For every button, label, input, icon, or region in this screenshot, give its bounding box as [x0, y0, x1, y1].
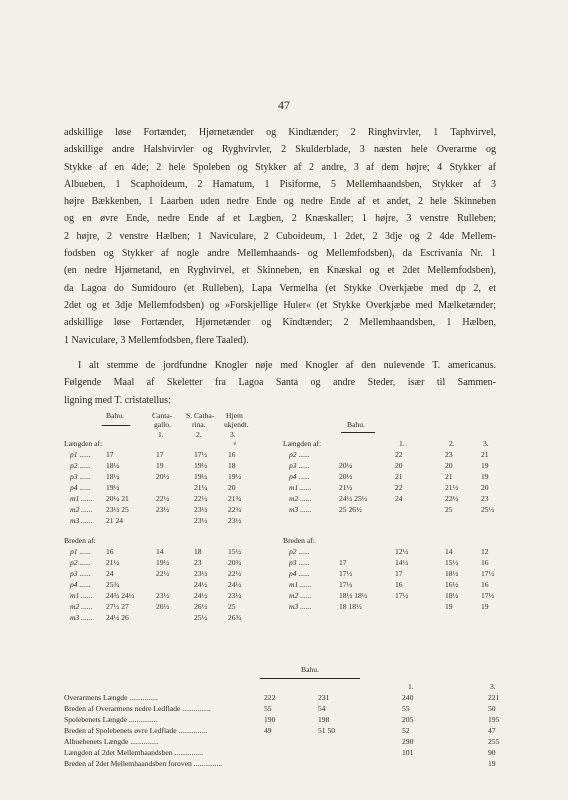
row-label: Breden af Overarmens nedre Ledflade ............... [64, 704, 211, 713]
cantagallo-header: Canta- [152, 411, 173, 420]
value-bahu: 17 [339, 558, 347, 567]
text-line: adskillige andre Halshvirvler og Ryghvirvler, 2 Skulderblade, 3 næsten hele Overarme og [64, 144, 496, 156]
value-catharina: 24½ [194, 591, 208, 600]
row-label: p3 ...... [70, 569, 91, 578]
value-1: 21 [395, 472, 403, 481]
value-1: 49 [264, 726, 272, 735]
text-line: Stykke af en 4de; 2 hele Spoleben og Stykker af 2 andre, 3 af dem højre; 4 Stykker af [64, 161, 496, 173]
row-label: Breden af Spolebenets øvre Ledflade ............... [64, 726, 207, 735]
value-catharina: 23½ [194, 569, 208, 578]
value-1: 222 [264, 693, 276, 702]
left-measurement-table [64, 410, 264, 660]
value-bahu: 21½ [339, 483, 353, 492]
hjem-header-2: ukjendt. [224, 420, 249, 429]
row-label: Albuebenets Længde ............... [64, 737, 159, 746]
value-3: 19 [481, 461, 489, 470]
value-bahu: 19½ [106, 483, 120, 492]
value-catharina: 26½ [194, 602, 208, 611]
text-line: Albueben, 1 Scaphoideum, 2 Hamatum, 1 Pisiforme, 5 Mellemhaandsben, Stykker af 3 [64, 178, 496, 190]
value-2: 198 [318, 715, 330, 724]
row-label: p4 ...... [70, 580, 91, 589]
row-label: p4 ...... [70, 483, 91, 492]
value-catharina: 19½ [194, 461, 208, 470]
value-bahu: 18½ 18½ [339, 591, 368, 600]
text-line: og en øvre Ende, nedre Ende af et Lægben, 2 Knæskaller; 1 højre, 3 venstre Rulleben; [64, 213, 496, 225]
col-1-header-bottom: 1. [408, 682, 414, 691]
value-1: 55 [264, 704, 272, 713]
value-2: 14 [445, 547, 453, 556]
text-line: 2 højre, 2 venstre Hælben; 1 Naviculare, 2 Cuboideum, 1 2det, 2 3dje og 2 4de Mellem- [64, 230, 496, 242]
value-bahu: 25 26½ [339, 505, 362, 514]
text-line: da Lagoa do Sumidouro (et Rulleben), Lapa Vermelha (et Stykke Overkjæbe med dp 2, et [64, 282, 496, 294]
value-catharina: 22½ [194, 494, 208, 503]
value-3: 23 [481, 494, 489, 503]
value-2: 18½ [445, 591, 459, 600]
catharina-header-2: rina. [192, 420, 206, 429]
row-label: p4 ...... [289, 472, 310, 481]
value-cantagallo: 14 [156, 547, 164, 556]
bone-measurement-table [64, 665, 504, 775]
row-label: m2 ...... [70, 602, 93, 611]
hjem-number: 3. [230, 430, 236, 439]
value-1: 22 [395, 450, 403, 459]
value-bahu: 17½ [339, 580, 353, 589]
value-1: 14½ [395, 558, 409, 567]
value-3: 21 [481, 450, 489, 459]
value-hjem: 20 [228, 483, 236, 492]
value-3: 25½ [481, 505, 495, 514]
row-label: m1 ...... [289, 580, 312, 589]
row-label: m3 ...... [289, 505, 312, 514]
breadth-label: Breden af: [64, 536, 96, 545]
value-bahu: 20½ [339, 461, 353, 470]
value-cantagallo: 22½ [156, 569, 170, 578]
value-3: 16 [481, 558, 489, 567]
value-3: 20 [481, 483, 489, 492]
text-line: 2det og et 3dje Mellemfodsben) og »Forskjellige Huler« (et Stykke Overkjæbe med Mælketænder; [64, 299, 496, 311]
text-line: højre Bækkenben, 1 Laarben uden nedre Ende og nedre Ende af et andet, 2 hele Skinneben [64, 196, 496, 208]
text-line: adskillige løse Fortænder, Hjørnetænder og Kindtænder; 2 Ringhvirvler, 1 Taphvirvel, [64, 127, 496, 138]
value-2: 20 [445, 461, 453, 470]
value-1: 17½ [395, 591, 409, 600]
value-hjem: 16 [228, 450, 236, 459]
value-hjem: 23¼ [228, 591, 242, 600]
value-1: 24 [395, 494, 403, 503]
value-cantagallo: 22½ [156, 494, 170, 503]
value-1: 12½ [395, 547, 409, 556]
value-3: 17½ [481, 591, 495, 600]
value-1: 22 [395, 483, 403, 492]
text-line: fodsben og Stykker af nogle andre Mellemhaands- og Mellemfodsben), da Escrivania Nr. 1 [64, 248, 496, 260]
text-line: ligning med T. cristatellus: [64, 394, 171, 406]
value-bahu: 18½ [106, 472, 120, 481]
value-bahu: 25¾ [106, 580, 120, 589]
bahu-header: Bahu. [106, 411, 124, 420]
value-2: 231 [318, 693, 330, 702]
value-4: 90 [488, 748, 496, 757]
value-bahu: 21 24 [106, 516, 124, 525]
row-label: Breden af 2det Mellemhaandsben foroven ............... [64, 759, 223, 768]
row-label: p2 ...... [289, 450, 310, 459]
value-4: 255 [488, 737, 500, 746]
value-bahu: 24¾ 24½ [106, 591, 135, 600]
hjem-header: Hjem [226, 411, 243, 420]
value-bahu: 20½ [339, 472, 353, 481]
value-hjem: 26¾ [228, 613, 242, 622]
row-label: Spolebenets Længde ............... [64, 715, 158, 724]
row-label: m1 ...... [70, 591, 93, 600]
value-3: 19 [481, 472, 489, 481]
cantagallo-header-2: gallo. [154, 420, 172, 429]
col-1-header: 1. [399, 439, 405, 448]
row-label: p2 ...... [70, 558, 91, 567]
value-4: 221 [488, 693, 500, 702]
value-bahu: 24½ 26 [106, 613, 129, 622]
value-cantagallo: 20½ [156, 472, 170, 481]
value-2: 21 [445, 472, 453, 481]
intro-paragraph [64, 357, 496, 409]
catharina-header: S. Catha- [186, 411, 215, 420]
row-label: m2 ...... [70, 505, 93, 514]
bahu-brace-right [341, 432, 375, 433]
row-label: Overarmens Længde ............... [64, 693, 158, 702]
value-2: 15½ [445, 558, 459, 567]
value-catharina: 23½ [194, 505, 208, 514]
value-hjem: 24½ [228, 580, 242, 589]
value-hjem: 21¾ [228, 494, 242, 503]
bahu-brace [102, 425, 130, 426]
row-label: p3 ...... [289, 461, 310, 470]
value-catharina: 23 [194, 558, 202, 567]
value-bahu: 20¼ 21 [106, 494, 129, 503]
value-bahu: 23½ 25 [106, 505, 129, 514]
length-label: Længden af: [64, 439, 103, 448]
value-3: 17½ [481, 569, 495, 578]
value-catharina: 18 [194, 547, 202, 556]
catharina-number: 2. [196, 430, 202, 439]
text-line: adskillige løse Fortænder, Hjørnetænder og Kindtænder; 2 Mellemhaandsben, 1 Hælben, [64, 317, 496, 329]
value-bahu: 24½ 25½ [339, 494, 368, 503]
value-2: 18½ [445, 569, 459, 578]
bahu-brace-bottom [260, 678, 360, 679]
row-label: m3 ...... [289, 602, 312, 611]
row-label: m2 ...... [289, 494, 312, 503]
text-line: I alt stemme de jordfundne Knogler nøje med Knogler af den nulevende T. americanus. [78, 360, 496, 371]
text-line: (en nedre Hjørnetand, en Ryghvirvel, et Skinneben, en Knæskal og et 2det Mellemfodsben), [64, 265, 496, 277]
value-1: 190 [264, 715, 276, 724]
text-line: Følgende Maal af Skeletter fra Lagoa Santa og andre Steder, især til Sammen- [64, 377, 496, 389]
row-label: Længden af 2det Mellemhaandsben ............... [64, 748, 203, 757]
row-label: m1 ...... [289, 483, 312, 492]
cantagallo-number: 1. [158, 430, 164, 439]
value-3: 55 [402, 704, 410, 713]
value-hjem: 15½ [228, 547, 242, 556]
row-label: m1 ...... [70, 494, 93, 503]
value-2: 51 50 [318, 726, 336, 735]
row-label: p1 ...... [70, 547, 91, 556]
value-3: 290 [402, 737, 414, 746]
row-label: m2 ...... [289, 591, 312, 600]
page-number: 47 [278, 98, 290, 112]
row-label: p3 ...... [70, 472, 91, 481]
row-label: p2 ...... [289, 547, 310, 556]
body-paragraph [64, 124, 496, 349]
breadth-label-right: Breden af: [283, 536, 315, 545]
value-bahu: 16 [106, 547, 114, 556]
row-label: p4 ...... [289, 569, 310, 578]
value-3: 52 [402, 726, 410, 735]
value-2: 16½ [445, 580, 459, 589]
value-4: 19 [488, 759, 496, 768]
value-2: 54 [318, 704, 326, 713]
value-3: 101 [402, 748, 414, 757]
value-bahu: 18 18½ [339, 602, 362, 611]
value-cantagallo: 23½ [156, 591, 170, 600]
value-cantagallo: 23½ [156, 505, 170, 514]
value-3: 12 [481, 547, 489, 556]
value-2: 21½ [445, 483, 459, 492]
value-bahu: 21½ [106, 558, 120, 567]
value-cantagallo: 19 [156, 461, 164, 470]
right-measurement-table [283, 410, 505, 660]
row-label: p2 ...... [70, 461, 91, 470]
value-4: 47 [488, 726, 496, 735]
value-2: 22½ [445, 494, 459, 503]
value-4: 195 [488, 715, 500, 724]
value-cantagallo: 26½ [156, 602, 170, 611]
value-1: 17 [395, 569, 403, 578]
value-cantagallo: 17 [156, 450, 164, 459]
bahu-header-bottom: Bahu. [301, 665, 319, 674]
col-3-header-bottom: 3. [490, 682, 496, 691]
row-label: m3 ...... [70, 516, 93, 525]
value-2: 19 [445, 602, 453, 611]
value-bahu: 17 [106, 450, 114, 459]
length-label-right: Længden af: [283, 439, 322, 448]
value-hjem: 23½ [228, 516, 242, 525]
value-2: 23 [445, 450, 453, 459]
value-bahu: 27½ 27 [106, 602, 129, 611]
col-3-header: 3. [483, 439, 489, 448]
value-hjem: 20¾ [228, 558, 242, 567]
value-3: 205 [402, 715, 414, 724]
value-hjem: 19½ [228, 472, 242, 481]
value-3: 16 [481, 580, 489, 589]
value-1: 20 [395, 461, 403, 470]
value-bahu: 24 [106, 569, 114, 578]
row-label: p1 ...... [70, 450, 91, 459]
value-bahu: 18½ [106, 461, 120, 470]
value-3: 19 [481, 602, 489, 611]
row-label: p3 ...... [289, 558, 310, 567]
value-3: 240 [402, 693, 414, 702]
value-bahu: 17½ [339, 569, 353, 578]
female-symbol: ♀ [232, 439, 238, 448]
value-catharina: 19½ [194, 472, 208, 481]
value-catharina: 17½ [194, 450, 208, 459]
value-1: 16 [395, 580, 403, 589]
value-cantagallo: 19½ [156, 558, 170, 567]
value-hjem: 22½ [228, 569, 242, 578]
bahu-header-right: Bahu. [347, 420, 365, 429]
value-hjem: 25 [228, 602, 236, 611]
value-catharina: 25½ [194, 613, 208, 622]
value-catharina: 23½ [194, 516, 208, 525]
value-catharina: 21¼ [194, 483, 208, 492]
value-2: 25 [445, 505, 453, 514]
value-catharina: 24½ [194, 580, 208, 589]
value-4: 50 [488, 704, 496, 713]
value-hjem: 18 [228, 461, 236, 470]
text-line: 1 Naviculare, 3 Mellemfodsben, flere Taaled). [64, 334, 249, 346]
col-2-header: 2. [449, 439, 455, 448]
row-label: m3 ...... [70, 613, 93, 622]
value-hjem: 22¾ [228, 505, 242, 514]
